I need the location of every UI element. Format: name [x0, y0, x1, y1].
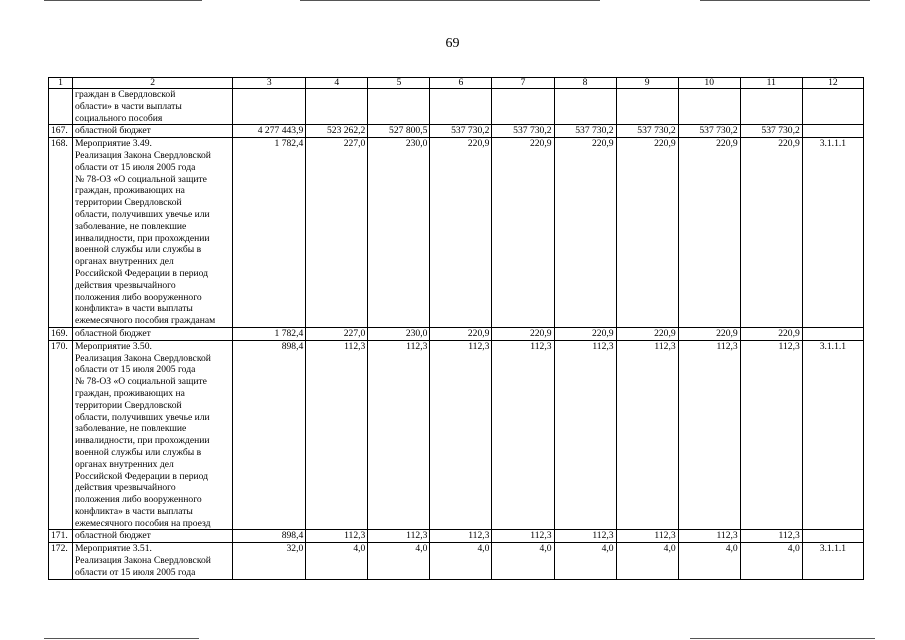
value-cell: 220,9 [554, 327, 616, 340]
value-cell: 220,9 [430, 327, 492, 340]
column-header: 11 [740, 78, 802, 89]
page-number: 69 [445, 36, 460, 51]
row-description: Мероприятие 3.50. Реализация Закона Свердловской области от 15 июля 2005 года № 78-ОЗ «О социальной защите граждан, проживающих на территории Свердловской области, получивших увечье или заболевание, не повлекшие инвалидности, при прохождении военной службы или службы в органах внутренних дел Российской Федерации в период действия чрезвычайного положения либо вооруженного конфликта» в части выплаты ежемесячного пособия на проезд [73, 340, 233, 530]
table-row [49, 327, 864, 340]
target-code: 3.1.1.1 [802, 340, 863, 530]
value-cell: 4,0 [368, 543, 430, 579]
target-code [802, 327, 863, 340]
row-description: Мероприятие 3.51. Реализация Закона Свердловской области от 15 июля 2005 года [73, 543, 233, 579]
row-description: областной бюджет [73, 125, 233, 138]
value-cell: 537 730,2 [740, 125, 802, 138]
value-cell [678, 89, 740, 125]
value-cell [492, 89, 554, 125]
value-cell: 220,9 [492, 327, 554, 340]
top-rule-center [300, 0, 600, 1]
value-cell: 220,9 [678, 327, 740, 340]
value-cell: 112,3 [616, 530, 678, 543]
value-cell: 230,0 [368, 327, 430, 340]
value-cell: 112,3 [740, 340, 802, 530]
header-row [49, 78, 864, 89]
column-header: 5 [368, 78, 430, 89]
value-cell: 227,0 [306, 138, 368, 328]
value-cell [616, 89, 678, 125]
value-cell: 112,3 [492, 340, 554, 530]
value-cell: 112,3 [492, 530, 554, 543]
row-number: 168. [49, 138, 73, 328]
top-rule-right [700, 0, 870, 1]
column-header: 3 [233, 78, 306, 89]
row-number: 167. [49, 125, 73, 138]
value-cell: 112,3 [368, 530, 430, 543]
value-cell: 898,4 [233, 340, 306, 530]
value-cell: 220,9 [740, 138, 802, 328]
target-code: 3.1.1.1 [802, 543, 863, 579]
value-cell: 230,0 [368, 138, 430, 328]
value-cell: 112,3 [554, 340, 616, 530]
value-cell [740, 89, 802, 125]
table-row [49, 543, 864, 579]
target-code: 3.1.1.1 [802, 138, 863, 328]
value-cell: 4,0 [616, 543, 678, 579]
row-number: 172. [49, 543, 73, 579]
value-cell: 220,9 [678, 138, 740, 328]
budget-table [48, 77, 864, 580]
row-number [49, 89, 73, 125]
value-cell: 537 730,2 [492, 125, 554, 138]
column-header: 12 [802, 78, 863, 89]
value-cell: 523 262,2 [306, 125, 368, 138]
column-header: 10 [678, 78, 740, 89]
value-cell: 112,3 [430, 340, 492, 530]
value-cell: 537 730,2 [430, 125, 492, 138]
value-cell: 112,3 [740, 530, 802, 543]
value-cell: 4,0 [554, 543, 616, 579]
table-row [49, 530, 864, 543]
value-cell: 112,3 [554, 530, 616, 543]
value-cell: 4 277 443,9 [233, 125, 306, 138]
value-cell: 220,9 [492, 138, 554, 328]
value-cell: 1 782,4 [233, 138, 306, 328]
value-cell: 32,0 [233, 543, 306, 579]
value-cell [306, 89, 368, 125]
value-cell: 112,3 [616, 340, 678, 530]
value-cell: 112,3 [678, 340, 740, 530]
value-cell [554, 89, 616, 125]
row-description: Мероприятие 3.49. Реализация Закона Свердловской области от 15 июля 2005 года № 78-ОЗ «О социальной защите граждан, проживающих на территории Свердловской области, получивших увечье или заболевание, не повлекшие инвалидности, при прохождении военной службы или службы в органах внутренних дел Российской Федерации в период действия чрезвычайного положения либо вооруженного конфликта» в части выплаты ежемесячного пособия гражданам [73, 138, 233, 328]
value-cell: 4,0 [740, 543, 802, 579]
column-header: 6 [430, 78, 492, 89]
value-cell: 112,3 [430, 530, 492, 543]
value-cell: 220,9 [430, 138, 492, 328]
value-cell: 898,4 [233, 530, 306, 543]
target-code [802, 89, 863, 125]
value-cell: 220,9 [616, 327, 678, 340]
column-header: 7 [492, 78, 554, 89]
row-description: областной бюджет [73, 327, 233, 340]
value-cell [430, 89, 492, 125]
value-cell: 4,0 [492, 543, 554, 579]
table-row [49, 340, 864, 530]
value-cell: 220,9 [740, 327, 802, 340]
column-header: 2 [73, 78, 233, 89]
row-number: 169. [49, 327, 73, 340]
column-header: 9 [616, 78, 678, 89]
bottom-rule-right [690, 638, 875, 639]
bottom-rule-left [44, 638, 199, 639]
value-cell: 4,0 [678, 543, 740, 579]
value-cell: 112,3 [368, 340, 430, 530]
value-cell: 527 800,5 [368, 125, 430, 138]
row-description: областной бюджет [73, 530, 233, 543]
row-number: 171. [49, 530, 73, 543]
value-cell: 537 730,2 [616, 125, 678, 138]
value-cell: 227,0 [306, 327, 368, 340]
target-code [802, 125, 863, 138]
column-header: 4 [306, 78, 368, 89]
value-cell [233, 89, 306, 125]
table-row [49, 89, 864, 125]
table-row [49, 125, 864, 138]
value-cell: 220,9 [554, 138, 616, 328]
row-description: граждан в Свердловской области» в части выплаты социального пособия [73, 89, 233, 125]
value-cell: 112,3 [306, 340, 368, 530]
value-cell [368, 89, 430, 125]
value-cell: 4,0 [306, 543, 368, 579]
column-header: 8 [554, 78, 616, 89]
value-cell: 537 730,2 [678, 125, 740, 138]
value-cell: 112,3 [306, 530, 368, 543]
value-cell: 112,3 [678, 530, 740, 543]
value-cell: 4,0 [430, 543, 492, 579]
target-code [802, 530, 863, 543]
table-row [49, 138, 864, 328]
column-header: 1 [49, 78, 73, 89]
value-cell: 220,9 [616, 138, 678, 328]
value-cell: 537 730,2 [554, 125, 616, 138]
value-cell: 1 782,4 [233, 327, 306, 340]
top-rule-left [44, 0, 202, 1]
row-number: 170. [49, 340, 73, 530]
